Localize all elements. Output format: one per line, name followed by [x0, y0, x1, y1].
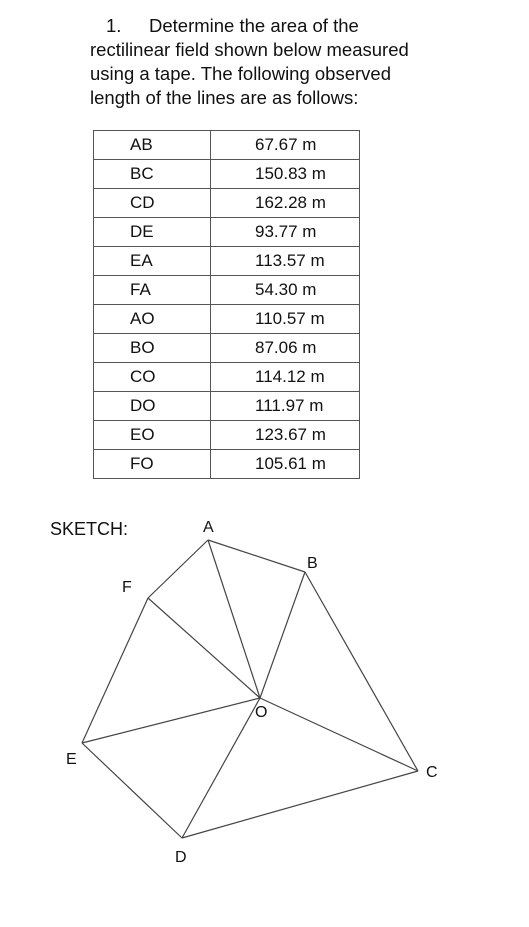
line-length-cell: 113.57 m — [211, 247, 360, 276]
point-label-e: E — [66, 751, 77, 768]
line-name-cell: DE — [94, 218, 211, 247]
problem-number: 1. — [106, 15, 122, 36]
edge-co — [260, 698, 418, 771]
sketch-title: SKETCH: — [50, 519, 129, 539]
line-name-cell: EO — [94, 421, 211, 450]
point-label-d: D — [175, 849, 187, 866]
edge-eo — [82, 698, 260, 743]
line-length-cell: 105.61 m — [211, 450, 360, 479]
edge-bc — [305, 572, 418, 771]
line-name-cell: FO — [94, 450, 211, 479]
point-label-o: O — [255, 704, 268, 721]
edge-cd — [182, 771, 418, 838]
line-name-cell: DO — [94, 392, 211, 421]
line-length-cell: 67.67 m — [211, 131, 360, 160]
line-name-cell: FA — [94, 276, 211, 305]
problem-text-line: rectilinear field shown below measured — [90, 39, 409, 60]
point-label-b: B — [307, 555, 318, 572]
line-length-cell: 150.83 m — [211, 160, 360, 189]
line-name-cell: AB — [94, 131, 211, 160]
line-name-cell: AO — [94, 305, 211, 334]
line-name-cell: BO — [94, 334, 211, 363]
edge-bo — [260, 572, 305, 698]
line-length-cell: 110.57 m — [211, 305, 360, 334]
point-label-c: C — [426, 764, 438, 781]
line-length-cell: 162.28 m — [211, 189, 360, 218]
edge-do — [182, 698, 260, 838]
line-length-cell: 123.67 m — [211, 421, 360, 450]
sketch-lines — [82, 540, 418, 838]
edge-fa — [148, 540, 208, 598]
line-length-cell: 87.06 m — [211, 334, 360, 363]
line-name-cell: BC — [94, 160, 211, 189]
problem-text-line: Determine the area of the — [149, 15, 359, 36]
problem-text-line: length of the lines are as follows: — [90, 87, 359, 108]
line-name-cell: CO — [94, 363, 211, 392]
point-label-f: F — [122, 579, 132, 596]
line-length-cell: 93.77 m — [211, 218, 360, 247]
line-length-cell: 114.12 m — [211, 363, 360, 392]
edge-ab — [208, 540, 305, 572]
edge-de — [82, 743, 182, 838]
problem-text-line: using a tape. The following observed — [90, 63, 391, 84]
edge-ef — [82, 598, 148, 743]
line-name-cell: EA — [94, 247, 211, 276]
line-name-cell: CD — [94, 189, 211, 218]
point-label-a: A — [203, 519, 214, 536]
line-length-cell: 111.97 m — [211, 392, 360, 421]
line-length-cell: 54.30 m — [211, 276, 360, 305]
